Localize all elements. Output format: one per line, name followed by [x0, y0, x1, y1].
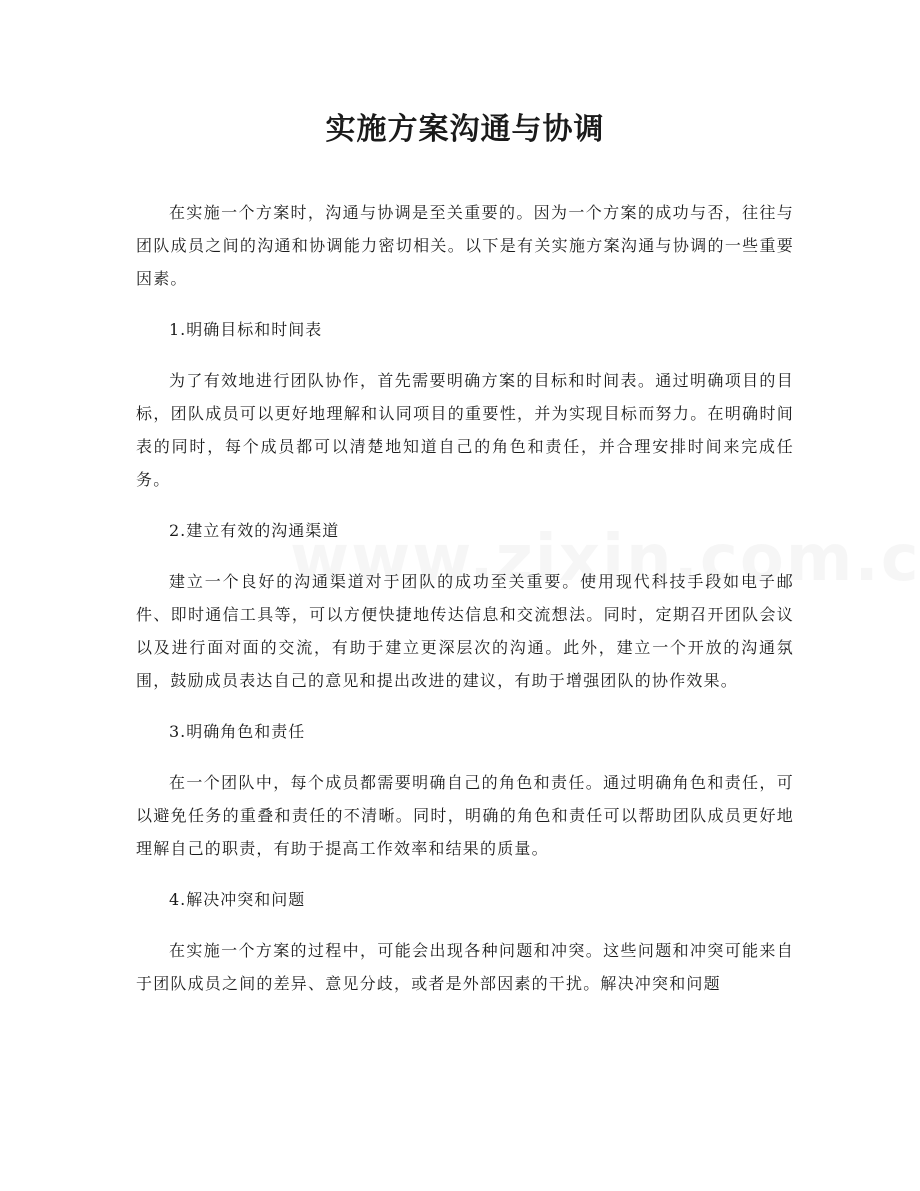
section-body-3: 在一个团队中，每个成员都需要明确自己的角色和责任。通过明确角色和责任，可以避免任务的重叠和责任的不清晰。同时，明确的角色和责任可以帮助团队成员更好地理解自己的职责，有助于提高工作效率和结果的质量。 — [136, 773, 794, 858]
section-body-1: 为了有效地进行团队协作，首先需要明确方案的目标和时间表。通过明确项目的目标，团队成员可以更好地理解和认同项目的重要性，并为实现目标而努力。在明确时间表的同时，每个成员都可以清楚地知道自己的角色和责任，并合理安排时间来完成任务。 — [136, 371, 794, 489]
section-body-4: 在实施一个方案的过程中，可能会出现各种问题和冲突。这些问题和冲突可能来自于团队成员之间的差异、意见分歧，或者是外部因素的干扰。解决冲突和问题 — [136, 941, 794, 993]
section-body-2: 建立一个良好的沟通渠道对于团队的成功至关重要。使用现代科技手段如电子邮件、即时通信工具等，可以方便快捷地传达信息和交流想法。同时，定期召开团队会议以及进行面对面的交流，有助于建立更深层次的沟通。此外，建立一个开放的沟通氛围，鼓励成员表达自己的意见和提出改进的建议，有助于增强团队的协作效果。 — [136, 572, 794, 690]
section-heading-1: 1.明确目标和时间表 — [169, 320, 323, 339]
document-title: 实施方案沟通与协调 — [325, 112, 605, 147]
section-heading-2: 2.建立有效的沟通渠道 — [169, 521, 340, 540]
section-heading-4: 4.解决冲突和问题 — [169, 890, 306, 909]
section-heading-3: 3.明确角色和责任 — [169, 722, 306, 741]
intro-paragraph: 在实施一个方案时，沟通与协调是至关重要的。因为一个方案的成功与否，往往与团队成员之间的沟通和协调能力密切相关。以下是有关实施方案沟通与协调的一些重要因素。 — [136, 203, 794, 288]
